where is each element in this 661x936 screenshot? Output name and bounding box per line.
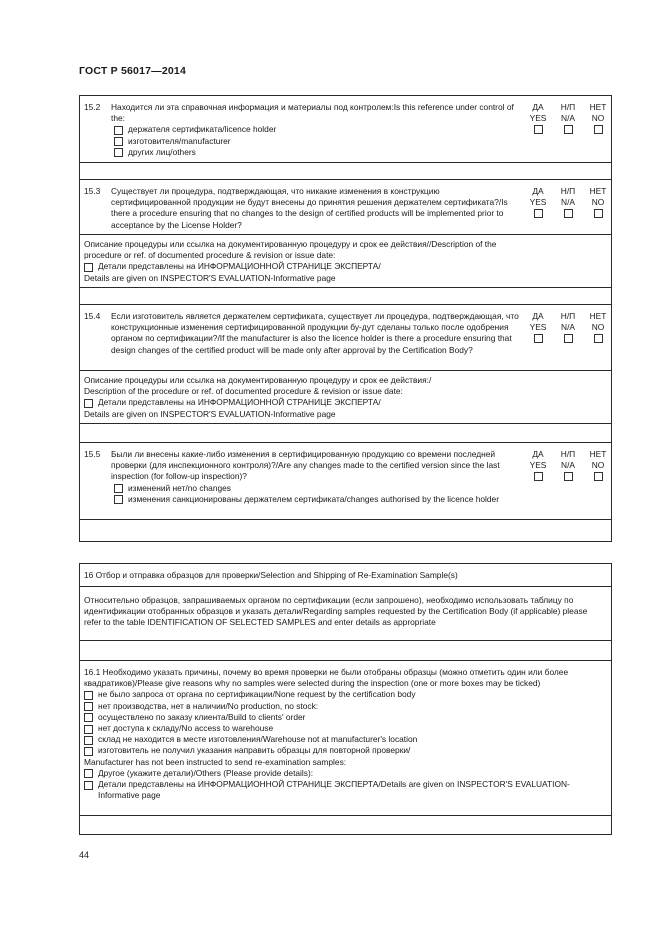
yes-checkbox[interactable] xyxy=(534,472,543,481)
questions-table xyxy=(79,95,612,542)
question-text xyxy=(111,449,519,505)
question-16-1-text: 16.1 Необходимо указать причины, почему во время проверки не были отобраны образцы (можно отметить один или более квадратиков)/Please give reasons why no samples were selected during the inspection (one or more boxes may be ticked) xyxy=(84,667,569,689)
checkbox[interactable] xyxy=(84,725,93,734)
procedure-description-15-3: Описание процедуры или ссылка на документированную процедуру и срок ее действия//Description of the procedure or ref. of documented procedure & revision or issue date: Детали представлены на ИНФОРМАЦИОННОЙ СТРАНИЦЕ ЭКСПЕРТА/ Details are given on INSPECTOR'S EVALUATION-Informative page xyxy=(80,234,611,287)
checkbox[interactable] xyxy=(84,263,93,272)
checkbox[interactable] xyxy=(84,747,93,756)
na-checkbox[interactable] xyxy=(564,334,573,343)
answer-space[interactable] xyxy=(80,519,611,541)
answer-space[interactable] xyxy=(80,287,611,304)
reason-no-warehouse-access[interactable]: нет доступа к складу/No access to warehouse xyxy=(84,723,605,734)
question-15-2-text: Находится ли эта справочная информация и материалы под контролем:Is this reference under control of the: xyxy=(111,102,514,124)
reason-warehouse-location[interactable]: склад не находится в месте изготовления/Warehouse not at manufacturer's location xyxy=(84,734,605,745)
question-text xyxy=(111,102,519,158)
question-number: 15.2 xyxy=(84,102,101,112)
question-15-3: 15.3 Существует ли процедура, подтверждающая, что никакие изменения в конструкцию сертифицированной продукции не будут внесены до принятия решения держателем сертификата?/Is there a procedure ensuring that no changes to the design of certified products will be implemented prior to acceptance by the License Holder? ДА YES Н/П N/A НЕТ NO xyxy=(80,179,611,234)
reason-no-production[interactable]: нет производства, нет в наличии/No production, no stock: xyxy=(84,701,605,712)
question-15-4: 15.4 Если изготовитель является держателем сертификата, существует ли процедура, подтверждающая, что конструкционные изменения сертифицированной продукции бу-дут сделаны только после одобрения органом по сертификации?/If the manufacturer is also the licence holder is there a procedure ensuring that design changes of the certified product will be made only after approval by the Certification Body? ДА YES Н/П N/A НЕТ NO xyxy=(80,304,611,370)
details-option[interactable]: Детали представлены на ИНФОРМАЦИОННОЙ СТРАНИЦЕ ЭКСПЕРТА/ xyxy=(84,397,605,408)
section-16-title: 16 Отбор и отправка образцов для проверки/Selection and Shipping of Re-Examination Sample(s) xyxy=(84,570,458,580)
checkbox[interactable] xyxy=(84,781,93,790)
document-title: ГОСТ Р 56017—2014 xyxy=(79,65,187,77)
answer-space[interactable] xyxy=(80,640,611,660)
page-number: 44 xyxy=(79,850,90,860)
reason-build-to-order[interactable]: осуществлено по заказу клиента/Build to clients' order xyxy=(84,712,605,723)
question-15-4-text: Если изготовитель является держателем сертификата, существует ли процедура, подтверждающая, что конструкционные изменения сертифицированной продукции бу-дут сделаны только после одобрения органом по сертификации?/If the manufacturer is also the licence holder is there a procedure ensuring that design changes of the certified product will be made only after approval by the Certification Body? xyxy=(111,311,519,355)
checkbox[interactable] xyxy=(84,736,93,745)
question-number: 15.3 xyxy=(84,186,101,196)
checkbox[interactable] xyxy=(114,495,123,504)
no-checkbox[interactable] xyxy=(594,472,603,481)
na-checkbox[interactable] xyxy=(564,209,573,218)
answer-space[interactable] xyxy=(80,423,611,442)
checkbox[interactable] xyxy=(114,137,123,146)
answer-space[interactable] xyxy=(80,162,611,179)
question-number: 15.4 xyxy=(84,311,101,321)
question-15-5: 15.5 Были ли внесены какие-либо изменения в сертифицированную продукцию со времени последней проверки (для инспекционного контроля)?/Are any changes made to the certified version since the last inspection (for follow-up inspection)? изменений нет/no changes изменения санкционированы держателем сертификата/changes authorised by the licence holder ДА YES Н/П N/A НЕТ NO xyxy=(80,442,611,519)
checkbox[interactable] xyxy=(114,126,123,135)
answer-space[interactable] xyxy=(80,815,611,834)
question-16-1: 16.1 Необходимо указать причины, почему во время проверки не были отобраны образцы (можно отметить один или более квадратиков)/Please give reasons why no samples were selected during the inspection (one or more boxes may be ticked) не было запроса от органа по сертификации/None request by the certification body нет производства, нет в наличии/No production, no stock: осуществлено по заказу клиента/Build to clients' order нет доступа к складу/No access to warehouse склад не находится в месте изготовления/Warehouse not at manufacturer's location изготовитель не получил указания направить образцы для повторной проверки/ Manufacturer has not been instructed to send re-examination samples: Другое (укажите детали)/Others (Please provide details): Детали представлены на ИНФОРМАЦИОННОЙ СТРАНИЦЕ ЭКСПЕРТА/Details are given on INSPECTOR'S EVALUATION-Informative page xyxy=(80,660,611,815)
question-15-5-text: Были ли внесены какие-либо изменения в сертифицированную продукцию со времени последней проверки (для инспекционного контроля)?/Are any changes made to the certified version since the last inspection (for follow-up inspection)? xyxy=(111,449,500,482)
yes-checkbox[interactable] xyxy=(534,125,543,134)
procedure-description-15-4: Описание процедуры или ссылка на документированную процедуру и срок ее действия:/ Description of the procedure or ref. of documented procedure & revision or issue date: Детали представлены на ИНФОРМАЦИОННОЙ СТРАНИЦЕ ЭКСПЕРТА/ Details are given on INSPECTOR'S EVALUATION-Informative page xyxy=(80,370,611,423)
checkbox[interactable] xyxy=(114,484,123,493)
reason-not-instructed[interactable]: изготовитель не получил указания направить образцы для повторной проверки/ xyxy=(84,745,605,756)
checkbox[interactable] xyxy=(114,148,123,157)
na-checkbox[interactable] xyxy=(564,472,573,481)
no-checkbox[interactable] xyxy=(594,125,603,134)
na-checkbox[interactable] xyxy=(564,125,573,134)
yes-checkbox[interactable] xyxy=(534,334,543,343)
option-licence-holder[interactable]: держателя сертификата/licence holder xyxy=(114,124,519,135)
option-changes-authorised[interactable]: изменения санкционированы держателем сертификата/changes authorised by the licence holder xyxy=(114,494,519,505)
section-16-table xyxy=(79,563,612,835)
option-manufacturer[interactable]: изготовителя/manufacturer xyxy=(114,136,519,147)
details-option[interactable]: Детали представлены на ИНФОРМАЦИОННОЙ СТРАНИЦЕ ЭКСПЕРТА/ xyxy=(84,261,605,272)
checkbox[interactable] xyxy=(84,769,93,778)
question-number: 15.5 xyxy=(84,449,101,459)
reason-no-request[interactable]: не было запроса от органа по сертификации/None request by the certification body xyxy=(84,689,605,700)
checkbox[interactable] xyxy=(84,691,93,700)
yes-checkbox[interactable] xyxy=(534,209,543,218)
no-checkbox[interactable] xyxy=(594,209,603,218)
section-16-intro: Относительно образцов, запрашиваемых органом по сертификации (если запрошено), необходимо использовать таблицу по идентификации отобранных образцов и указать детали/Regarding samples requested by the Certification Body (if applicable) please refer to the table IDENTIFICATION OF SELECTED SAMPLES and enter details as appropriate xyxy=(80,586,611,640)
option-no-changes[interactable]: изменений нет/no changes xyxy=(114,483,519,494)
option-others[interactable]: других лиц/others xyxy=(114,147,519,158)
no-checkbox[interactable] xyxy=(594,334,603,343)
reason-other[interactable]: Другое (укажите детали)/Others (Please provide details): xyxy=(84,768,605,779)
checkbox[interactable] xyxy=(84,702,93,711)
question-15-2: 15.2 Находится ли эта справочная информация и материалы под контролем:Is this reference under control of the: держателя сертификата/licence holder изготовителя/manufacturer других лиц/others ДА YES Н/П N/A НЕТ NO xyxy=(84,102,607,157)
details-option[interactable]: Детали представлены на ИНФОРМАЦИОННОЙ СТРАНИЦЕ ЭКСПЕРТА/Details are given on INSPECTOR'S EVALUATION-Informative page xyxy=(84,779,605,801)
question-15-3-text: Существует ли процедура, подтверждающая, что никакие изменения в конструкцию сертифицированной продукции не будут внесены до принятия решения держателем сертификата?/Is there a procedure ensuring that no changes to the design of certified products will be implemented prior to acceptance by the License Holder? xyxy=(111,186,508,230)
checkbox[interactable] xyxy=(84,399,93,408)
checkbox[interactable] xyxy=(84,713,93,722)
